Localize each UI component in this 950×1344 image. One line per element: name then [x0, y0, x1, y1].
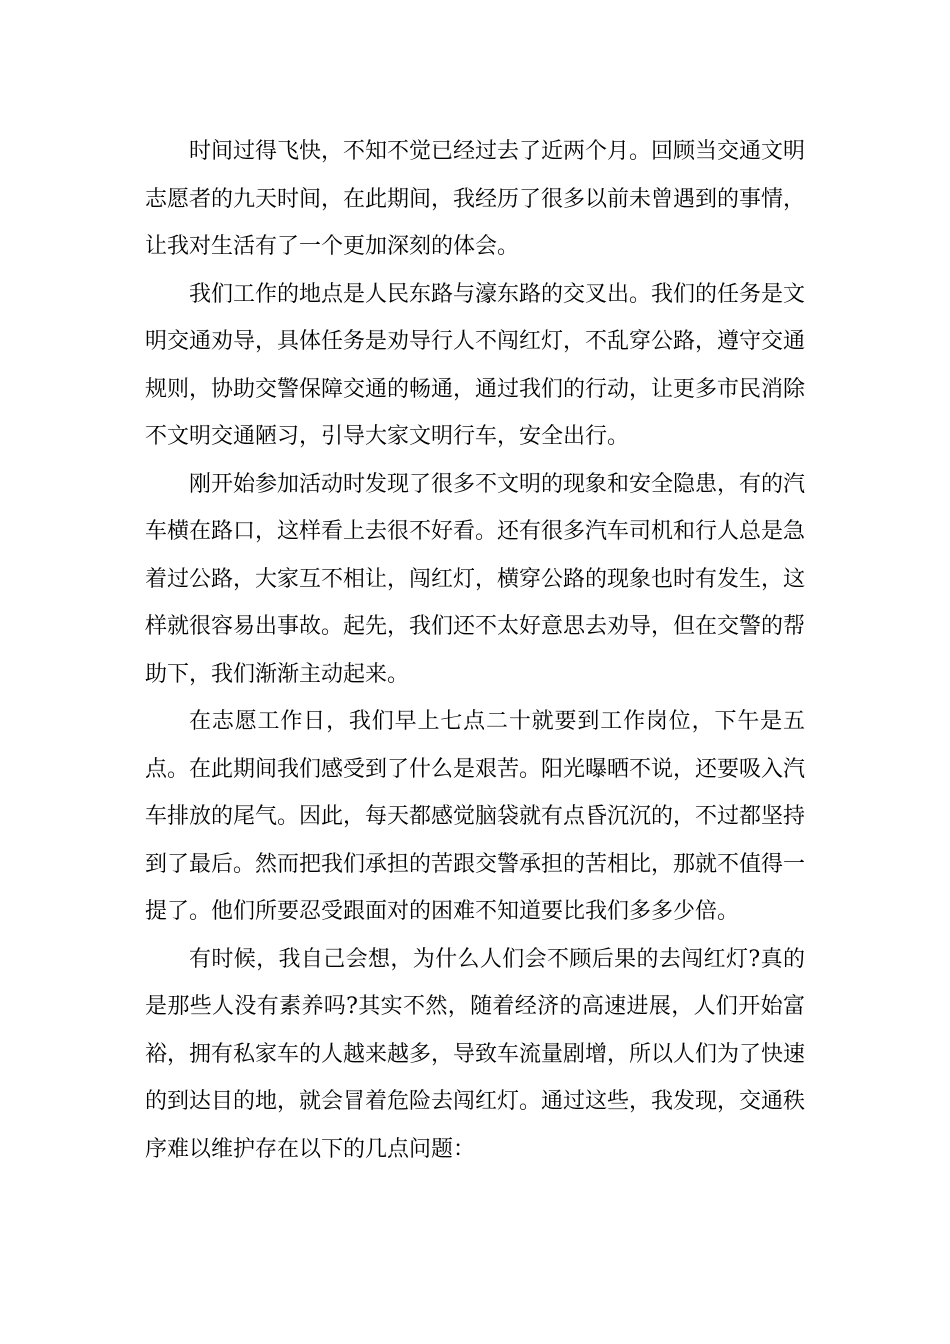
paragraph-2: 我们工作的地点是人民东路与濠东路的交叉出。我们的任务是文明交通劝导，具体任务是劝导行人不闯红灯，不乱穿公路，遵守交通规则，协助交警保障交通的畅通，通过我们的行动，让更多市民消除不文明交通陋习，引导大家文明行车，安全出行。 [145, 281, 806, 449]
paragraph-3: 刚开始参加活动时发现了很多不文明的现象和安全隐患，有的汽车横在路口，这样看上去很不好看。还有很多汽车司机和行人总是急着过公路，大家互不相让，闯红灯，横穿公路的现象也时有发生，这样就很容易出事故。起先，我们还不太好意思去劝导，但在交警的帮助下，我们渐渐主动起来。 [145, 471, 806, 687]
paragraph-4: 在志愿工作日，我们早上七点二十就要到工作岗位，下午是五点。在此期间我们感受到了什么是艰苦。阳光曝晒不说，还要吸入汽车排放的尾气。因此，每天都感觉脑袋就有点昏沉沉的，不过都坚持到了最后。然而把我们承担的苦跟交警承担的苦相比，那就不值得一提了。他们所要忍受跟面对的困难不知道要比我们多多少倍。 [145, 709, 806, 924]
paragraph-5: 有时候，我自己会想，为什么人们会不顾后果的去闯红灯?真的是那些人没有素养吗?其实不然，随着经济的高速进展，人们开始富裕，拥有私家车的人越来越多，导致车流量剧增，所以人们为了快速的到达目的地，就会冒着危险去闯红灯。通过这些，我发现，交通秩序难以维护存在以下的几点问题： [145, 946, 806, 1162]
document-body [145, 128, 805, 1173]
paragraph-1: 时间过得飞快，不知不觉已经过去了近两个月。回顾当交通文明志愿者的九天时间，在此期间，我经历了很多以前未曾遇到的事情，让我对生活有了一个更加深刻的体会。 [145, 139, 806, 259]
